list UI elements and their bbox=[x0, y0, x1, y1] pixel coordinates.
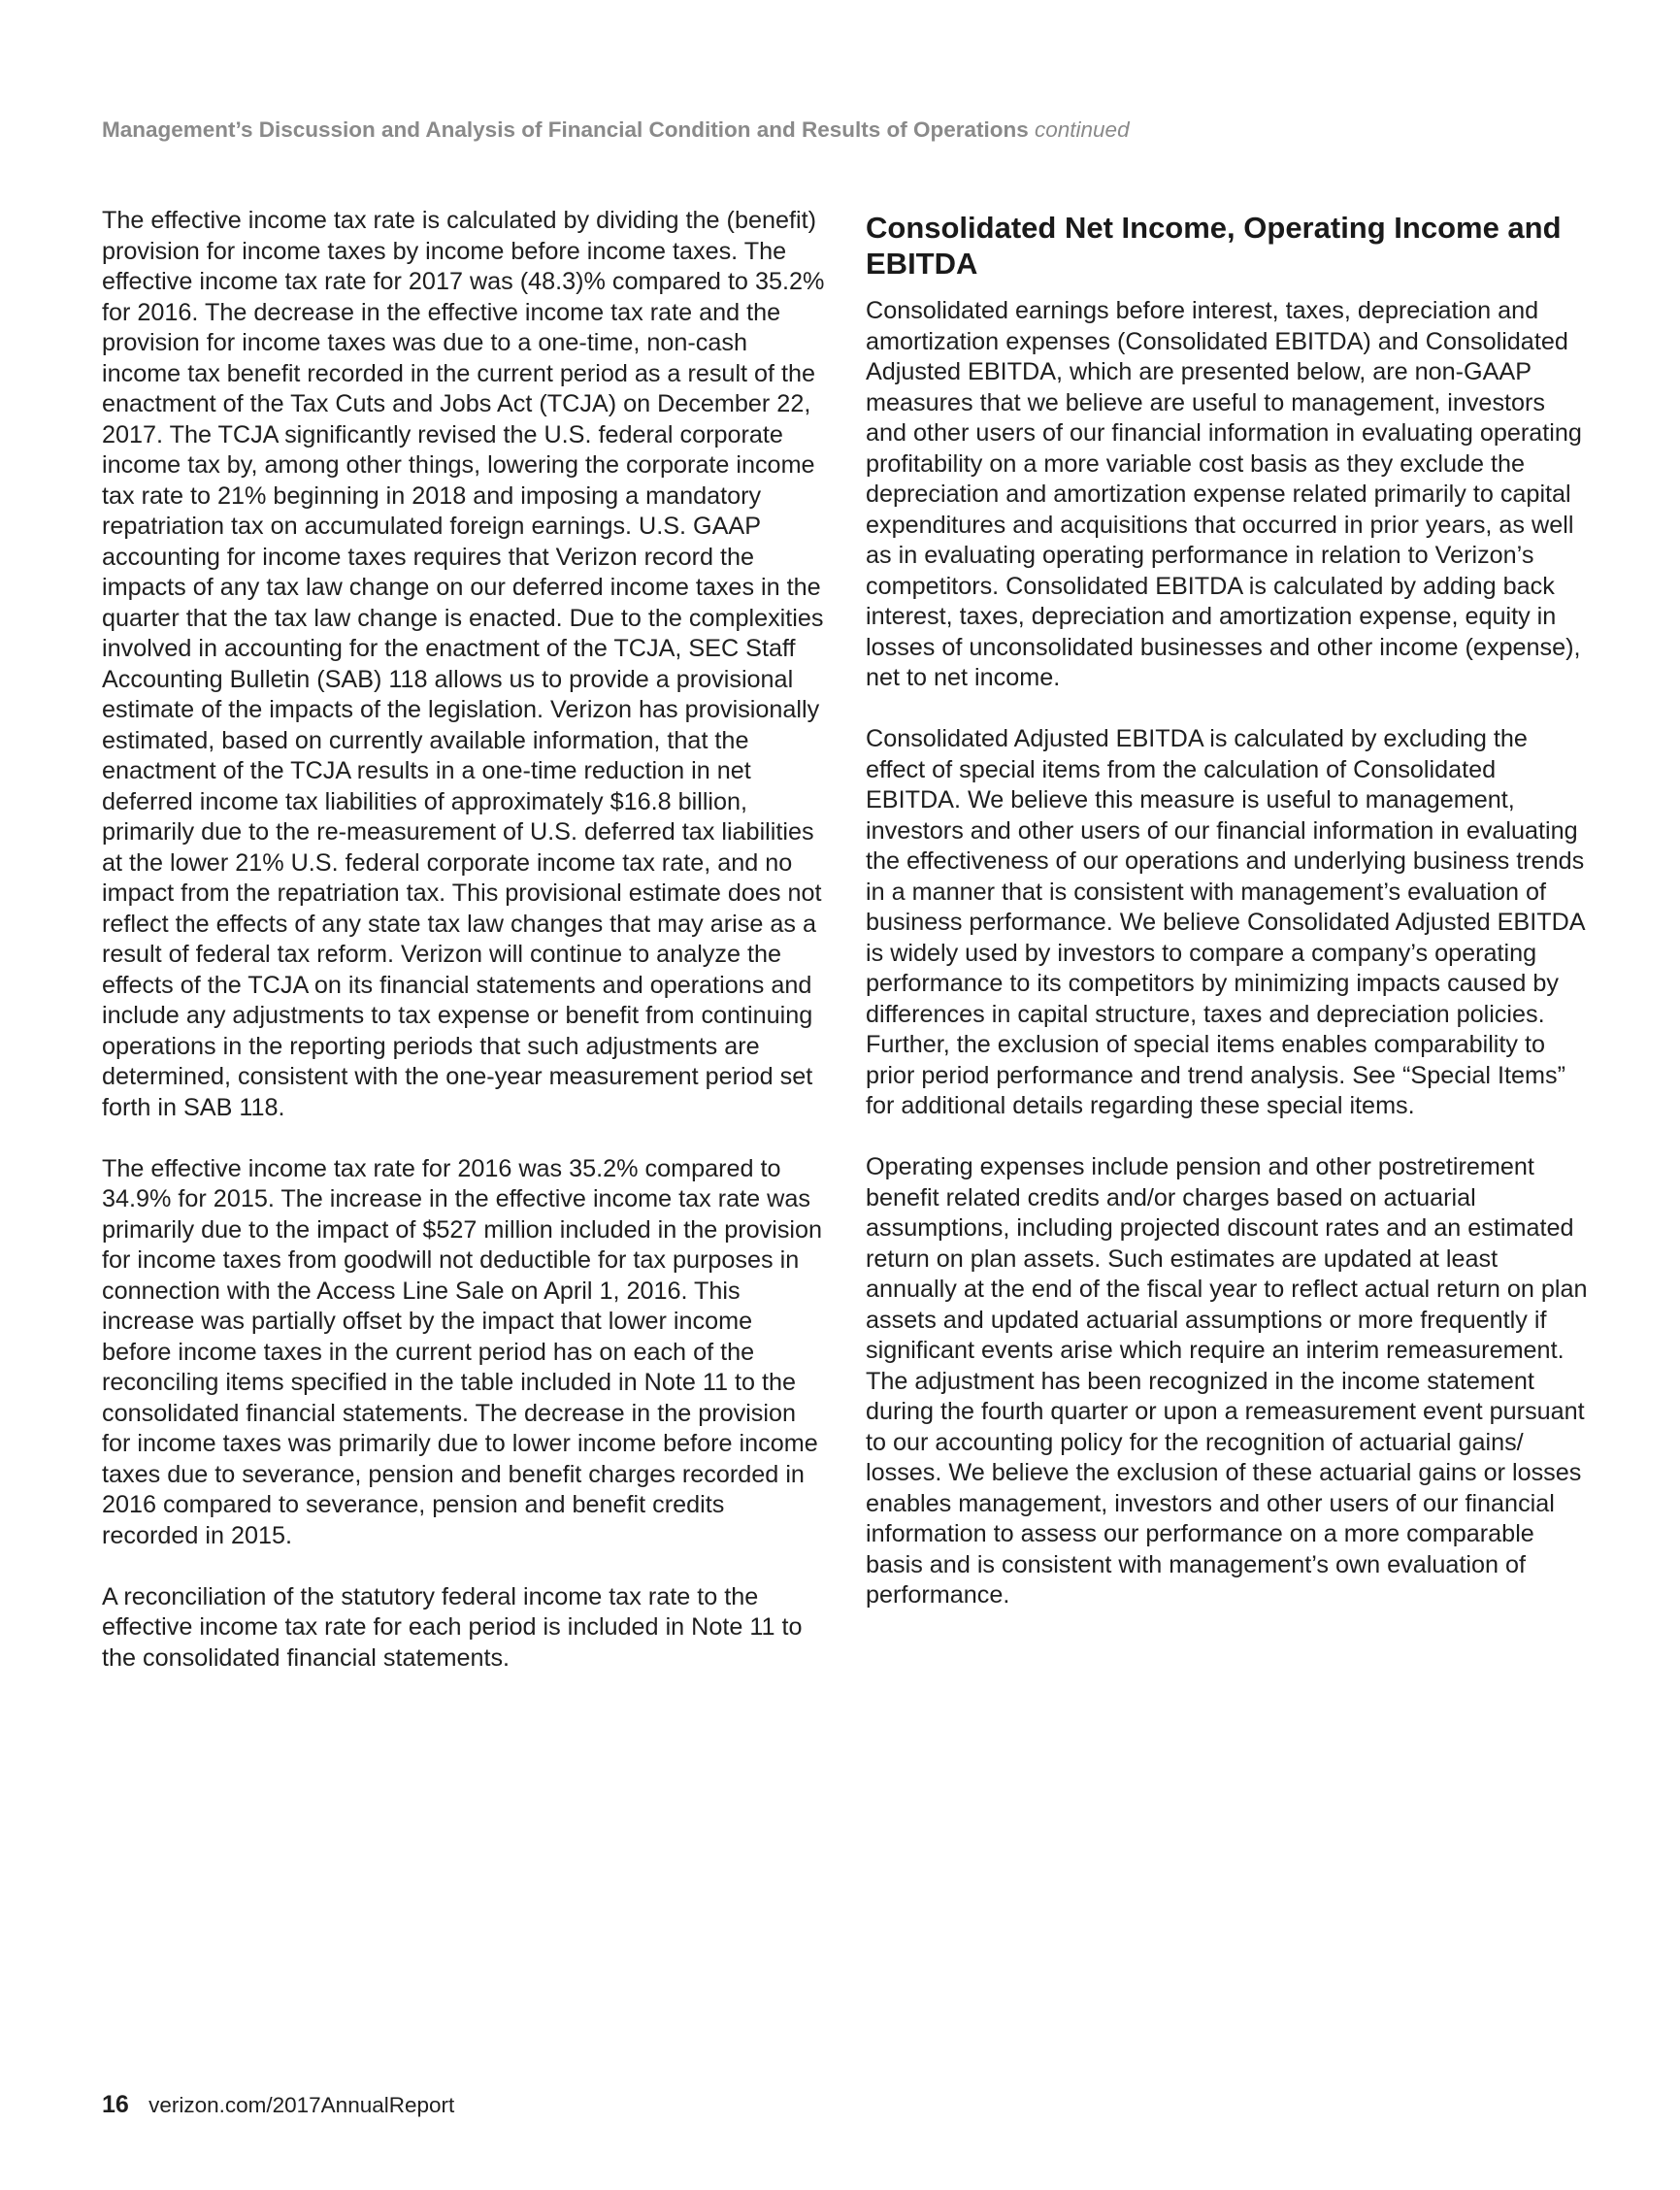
right-column bbox=[866, 206, 1589, 1611]
header-continued: continued bbox=[1035, 117, 1130, 142]
paragraph-consolidated-ebitda: Consolidated earnings before interest, taxes, depreciation and amortization expenses (Consolidated EBITDA) and Consolidated Adjusted EBITDA, which are presented below, are non-GAAP measures that we believe are useful to management, investors and other users of our financial information in evaluating operating profitability on a more variable cost basis as they exclude the depreciation and amortization expense related primarily to capital expenditures and acquisitions that occurred in prior years, as well as in evaluating operating performance in relation to Verizon’s competitors. Consolidated EBITDA is calculated by adding back interest, taxes, depreciation and amortization expense, equity in losses of unconsolidated businesses and other income (expense), net to net income. bbox=[866, 297, 1582, 691]
section-heading: Consolidated Net Income, Operating Income and EBITDA bbox=[866, 211, 1562, 281]
running-header bbox=[102, 115, 1130, 146]
header-title: Management’s Discussion and Analysis of Financial Condition and Results of Operations bbox=[102, 117, 1029, 142]
paragraph-tax-rate-reconciliation: A reconciliation of the statutory federal income tax rate to the effective income tax rate for each period is included in Note 11 to the consolidated financial statements. bbox=[102, 1582, 803, 1672]
paragraph-operating-expenses: Operating expenses include pension and other postretirement benefit related credits and/or charges based on actuarial assumptions, including projected discount rates and an estimated return on plan assets. Such estimates are updated at least annually at the end of the fiscal year to reflect actual return on plan assets and updated actuarial assumptions or more frequently if significant events arise which require an interim remeasurement. The adjustment has been recognized in the income statement during the fourth quarter or upon a remeasurement event pursuant to our accounting policy for the recognition of actuarial gains/ losses. We believe the exclusion of these actuarial gains or losses enables management, investors and other users of our financial information to assess our performance on a more comparable basis and is consistent with management’s own evaluation of performance. bbox=[866, 1153, 1588, 1609]
page-footer bbox=[102, 2089, 454, 2121]
paragraph-effective-tax-rate-2017: The effective income tax rate is calculated by dividing the (benefit) provision for income taxes by income before income taxes. The effective income tax rate for 2017 was (48.3)% compared to 35.2% for 2016. The decrease in the effective income tax rate and the provision for income taxes was due to a one-time, non-cash income tax benefit recorded in the current period as a result of the enactment of the Tax Cuts and Jobs Act (TCJA) on December 22, 2017. The TCJA significantly revised the U.S. federal corporate income tax by, among other things, lowering the corporate income tax rate to 21% beginning in 2018 and imposing a mandatory repatriation tax on accumulated foreign earnings. U.S. GAAP accounting for income taxes requires that Verizon record the impacts of any tax law change on our deferred income taxes in the quarter that the tax law change is enacted. Due to the complexities involved in accounting for the enactment of the TCJA, SEC Staff Accounting Bulletin (SAB) 118 allows us to provide a provisional estimate of the impacts of the legislation. Verizon has provisionally estimated, based on currently available information, that the enactment of the TCJA results in a one-time reduction in net deferred income tax liabilities of approximately $16.8 billion, primarily due to the re-measurement of U.S. deferred tax liabilities at the lower 21% U.S. federal corporate income tax rate, and no impact from the repatriation tax. This provisional estimate does not reflect the effects of any state tax law changes that may arise as a result of federal tax reform. Verizon will continue to analyze the effects of the TCJA on its financial statements and operations and include any adjustments to tax expense or benefit from continuing operations in the reporting periods that such adjustments are determined, consistent with the one-year measurement period set forth in SAB 118. bbox=[102, 207, 825, 1121]
left-column bbox=[102, 206, 825, 1674]
paragraph-adjusted-ebitda: Consolidated Adjusted EBITDA is calculated by excluding the effect of special items from the calculation of Consolidated EBITDA. We believe this measure is useful to management, investors and other users of our financial information in evaluating the effectiveness of our operations and underlying business trends in a manner that is consistent with management’s evaluation of business performance. We believe Consolidated Adjusted EBITDA is widely used by investors to compare a company’s operating performance to its competitors by minimizing impacts caused by differences in capital structure, taxes and depreciation policies. Further, the exclusion of special items enables comparability to prior period performance and trend analysis. See “Special Items” for additional details regarding these special items. bbox=[866, 725, 1585, 1119]
page-number: 16 bbox=[102, 2091, 129, 2118]
footer-url: verizon.com/2017AnnualReport bbox=[148, 2093, 455, 2117]
paragraph-effective-tax-rate-2016: The effective income tax rate for 2016 was 35.2% compared to 34.9% for 2015. The increase in the effective income tax rate was primarily due to the impact of $527 million included in the provision for income taxes from goodwill not deductible for tax purposes in connection with the Access Line Sale on April 1, 2016. This increase was partially offset by the impact that lower income before income taxes in the current period has on each of the reconciling items specified in the table included in Note 11 to the consolidated financial statements. The decrease in the provision for income taxes was primarily due to lower income before income taxes due to severance, pension and benefit charges recorded in 2016 compared to severance, pension and benefit credits recorded in 2015. bbox=[102, 1154, 823, 1549]
